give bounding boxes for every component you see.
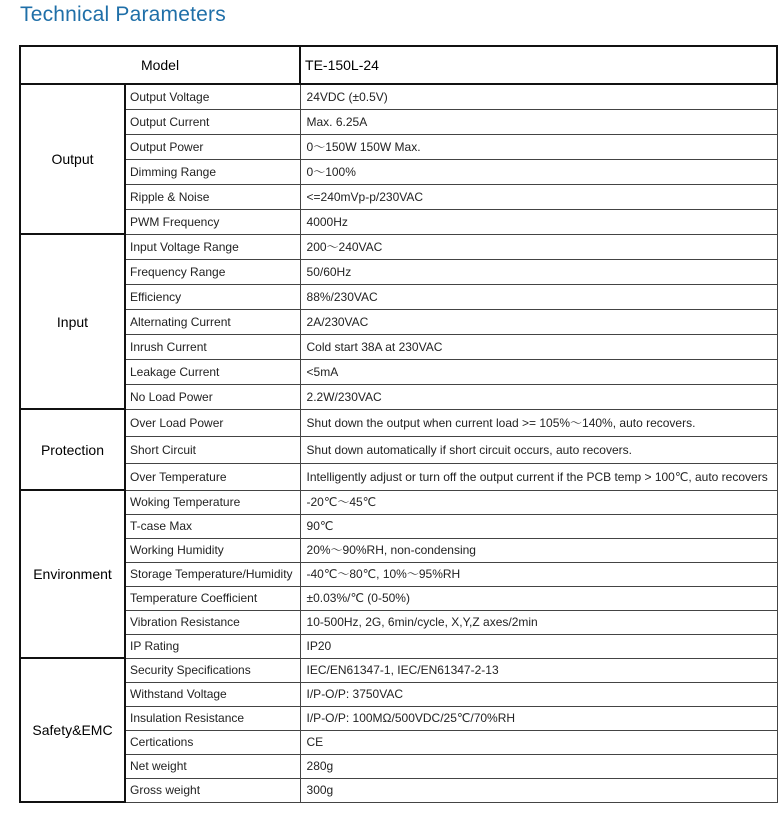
table-row <box>20 109 777 134</box>
param-name: Storage Temperature/Humidity <box>125 562 300 586</box>
table-row <box>20 159 777 184</box>
table-row <box>20 84 777 109</box>
param-name: Insulation Resistance <box>125 706 300 730</box>
param-name: Over Temperature <box>125 463 300 490</box>
group-label: Environment <box>20 490 125 658</box>
table-row <box>20 184 777 209</box>
param-name: Output Current <box>125 109 300 134</box>
param-name: Efficiency <box>125 284 300 309</box>
param-name: Leakage Current <box>125 359 300 384</box>
param-name: Withstand Voltage <box>125 682 300 706</box>
param-value: IP20 <box>300 634 777 658</box>
param-value: 2.2W/230VAC <box>300 384 777 409</box>
param-name: Net weight <box>125 754 300 778</box>
param-name: Alternating Current <box>125 309 300 334</box>
table-row <box>20 538 777 562</box>
param-value: ±0.03%/℃ (0-50%) <box>300 586 777 610</box>
param-name: PWM Frequency <box>125 209 300 234</box>
param-value: CE <box>300 730 777 754</box>
param-value: 24VDC (±0.5V) <box>300 84 777 109</box>
param-name: Certications <box>125 730 300 754</box>
param-name: Working Humidity <box>125 538 300 562</box>
param-value: IEC/EN61347-1, IEC/EN61347-2-13 <box>300 658 777 682</box>
param-name: Dimming Range <box>125 159 300 184</box>
param-value: 0～150W 150W Max. <box>300 134 777 159</box>
group-label: Protection <box>20 409 125 490</box>
table-row <box>20 706 777 730</box>
table-row <box>20 730 777 754</box>
param-name: Over Load Power <box>125 409 300 436</box>
param-value: 4000Hz <box>300 209 777 234</box>
table-row <box>20 209 777 234</box>
param-name: Gross weight <box>125 778 300 802</box>
table-row <box>20 284 777 309</box>
group-label: Safety&EMC <box>20 658 125 802</box>
table-row <box>20 682 777 706</box>
param-name: Security Specifications <box>125 658 300 682</box>
param-value: I/P-O/P: 100MΩ/500VDC/25℃/70%RH <box>300 706 777 730</box>
param-value: Intelligently adjust or turn off the output current if the PCB temp > 100℃, auto recovers <box>300 463 777 490</box>
table-row <box>20 436 777 463</box>
model-value: TE-150L-24 <box>300 46 777 84</box>
table-row <box>20 134 777 159</box>
param-name: Woking Temperature <box>125 490 300 514</box>
param-name: Ripple & Noise <box>125 184 300 209</box>
group-label: Output <box>20 84 125 234</box>
param-name: No Load Power <box>125 384 300 409</box>
table-row <box>20 514 777 538</box>
param-value: Max. 6.25A <box>300 109 777 134</box>
param-value: 0～100% <box>300 159 777 184</box>
table-row <box>20 562 777 586</box>
param-name: Output Power <box>125 134 300 159</box>
group-label: Input <box>20 234 125 409</box>
param-value: Cold start 38A at 230VAC <box>300 334 777 359</box>
param-name: Short Circuit <box>125 436 300 463</box>
param-name: Inrush Current <box>125 334 300 359</box>
param-value: Shut down automatically if short circuit occurs, auto recovers. <box>300 436 777 463</box>
param-value: 90℃ <box>300 514 777 538</box>
param-value: 200～240VAC <box>300 234 777 259</box>
table-row <box>20 259 777 284</box>
param-value: Shut down the output when current load >= 105%～140%, auto recovers. <box>300 409 777 436</box>
spec-table <box>19 45 778 803</box>
param-value: <=240mVp-p/230VAC <box>300 184 777 209</box>
param-value: 10-500Hz, 2G, 6min/cycle, X,Y,Z axes/2min <box>300 610 777 634</box>
table-row <box>20 634 777 658</box>
param-value: -40℃～80℃, 10%～95%RH <box>300 562 777 586</box>
param-value: 20%～90%RH, non-condensing <box>300 538 777 562</box>
model-row <box>20 46 777 84</box>
table-row <box>20 463 777 490</box>
param-value: 280g <box>300 754 777 778</box>
param-value: 50/60Hz <box>300 259 777 284</box>
param-name: T-case Max <box>125 514 300 538</box>
param-value: 88%/230VAC <box>300 284 777 309</box>
table-row <box>20 658 777 682</box>
table-row <box>20 754 777 778</box>
table-row <box>20 409 777 436</box>
table-row <box>20 610 777 634</box>
param-name: Output Voltage <box>125 84 300 109</box>
param-name: Frequency Range <box>125 259 300 284</box>
table-row <box>20 334 777 359</box>
table-row <box>20 778 777 802</box>
param-value: -20℃～45℃ <box>300 490 777 514</box>
model-label: Model <box>20 46 300 84</box>
param-value: 2A/230VAC <box>300 309 777 334</box>
table-row <box>20 586 777 610</box>
param-value: <5mA <box>300 359 777 384</box>
table-row <box>20 490 777 514</box>
param-name: Vibration Resistance <box>125 610 300 634</box>
param-name: Input Voltage Range <box>125 234 300 259</box>
table-row <box>20 234 777 259</box>
param-value: I/P-O/P: 3750VAC <box>300 682 777 706</box>
table-row <box>20 309 777 334</box>
page-title: Technical Parameters <box>20 3 226 26</box>
param-name: IP Rating <box>125 634 300 658</box>
table-row <box>20 384 777 409</box>
table-row <box>20 359 777 384</box>
param-name: Temperature Coefficient <box>125 586 300 610</box>
param-value: 300g <box>300 778 777 802</box>
